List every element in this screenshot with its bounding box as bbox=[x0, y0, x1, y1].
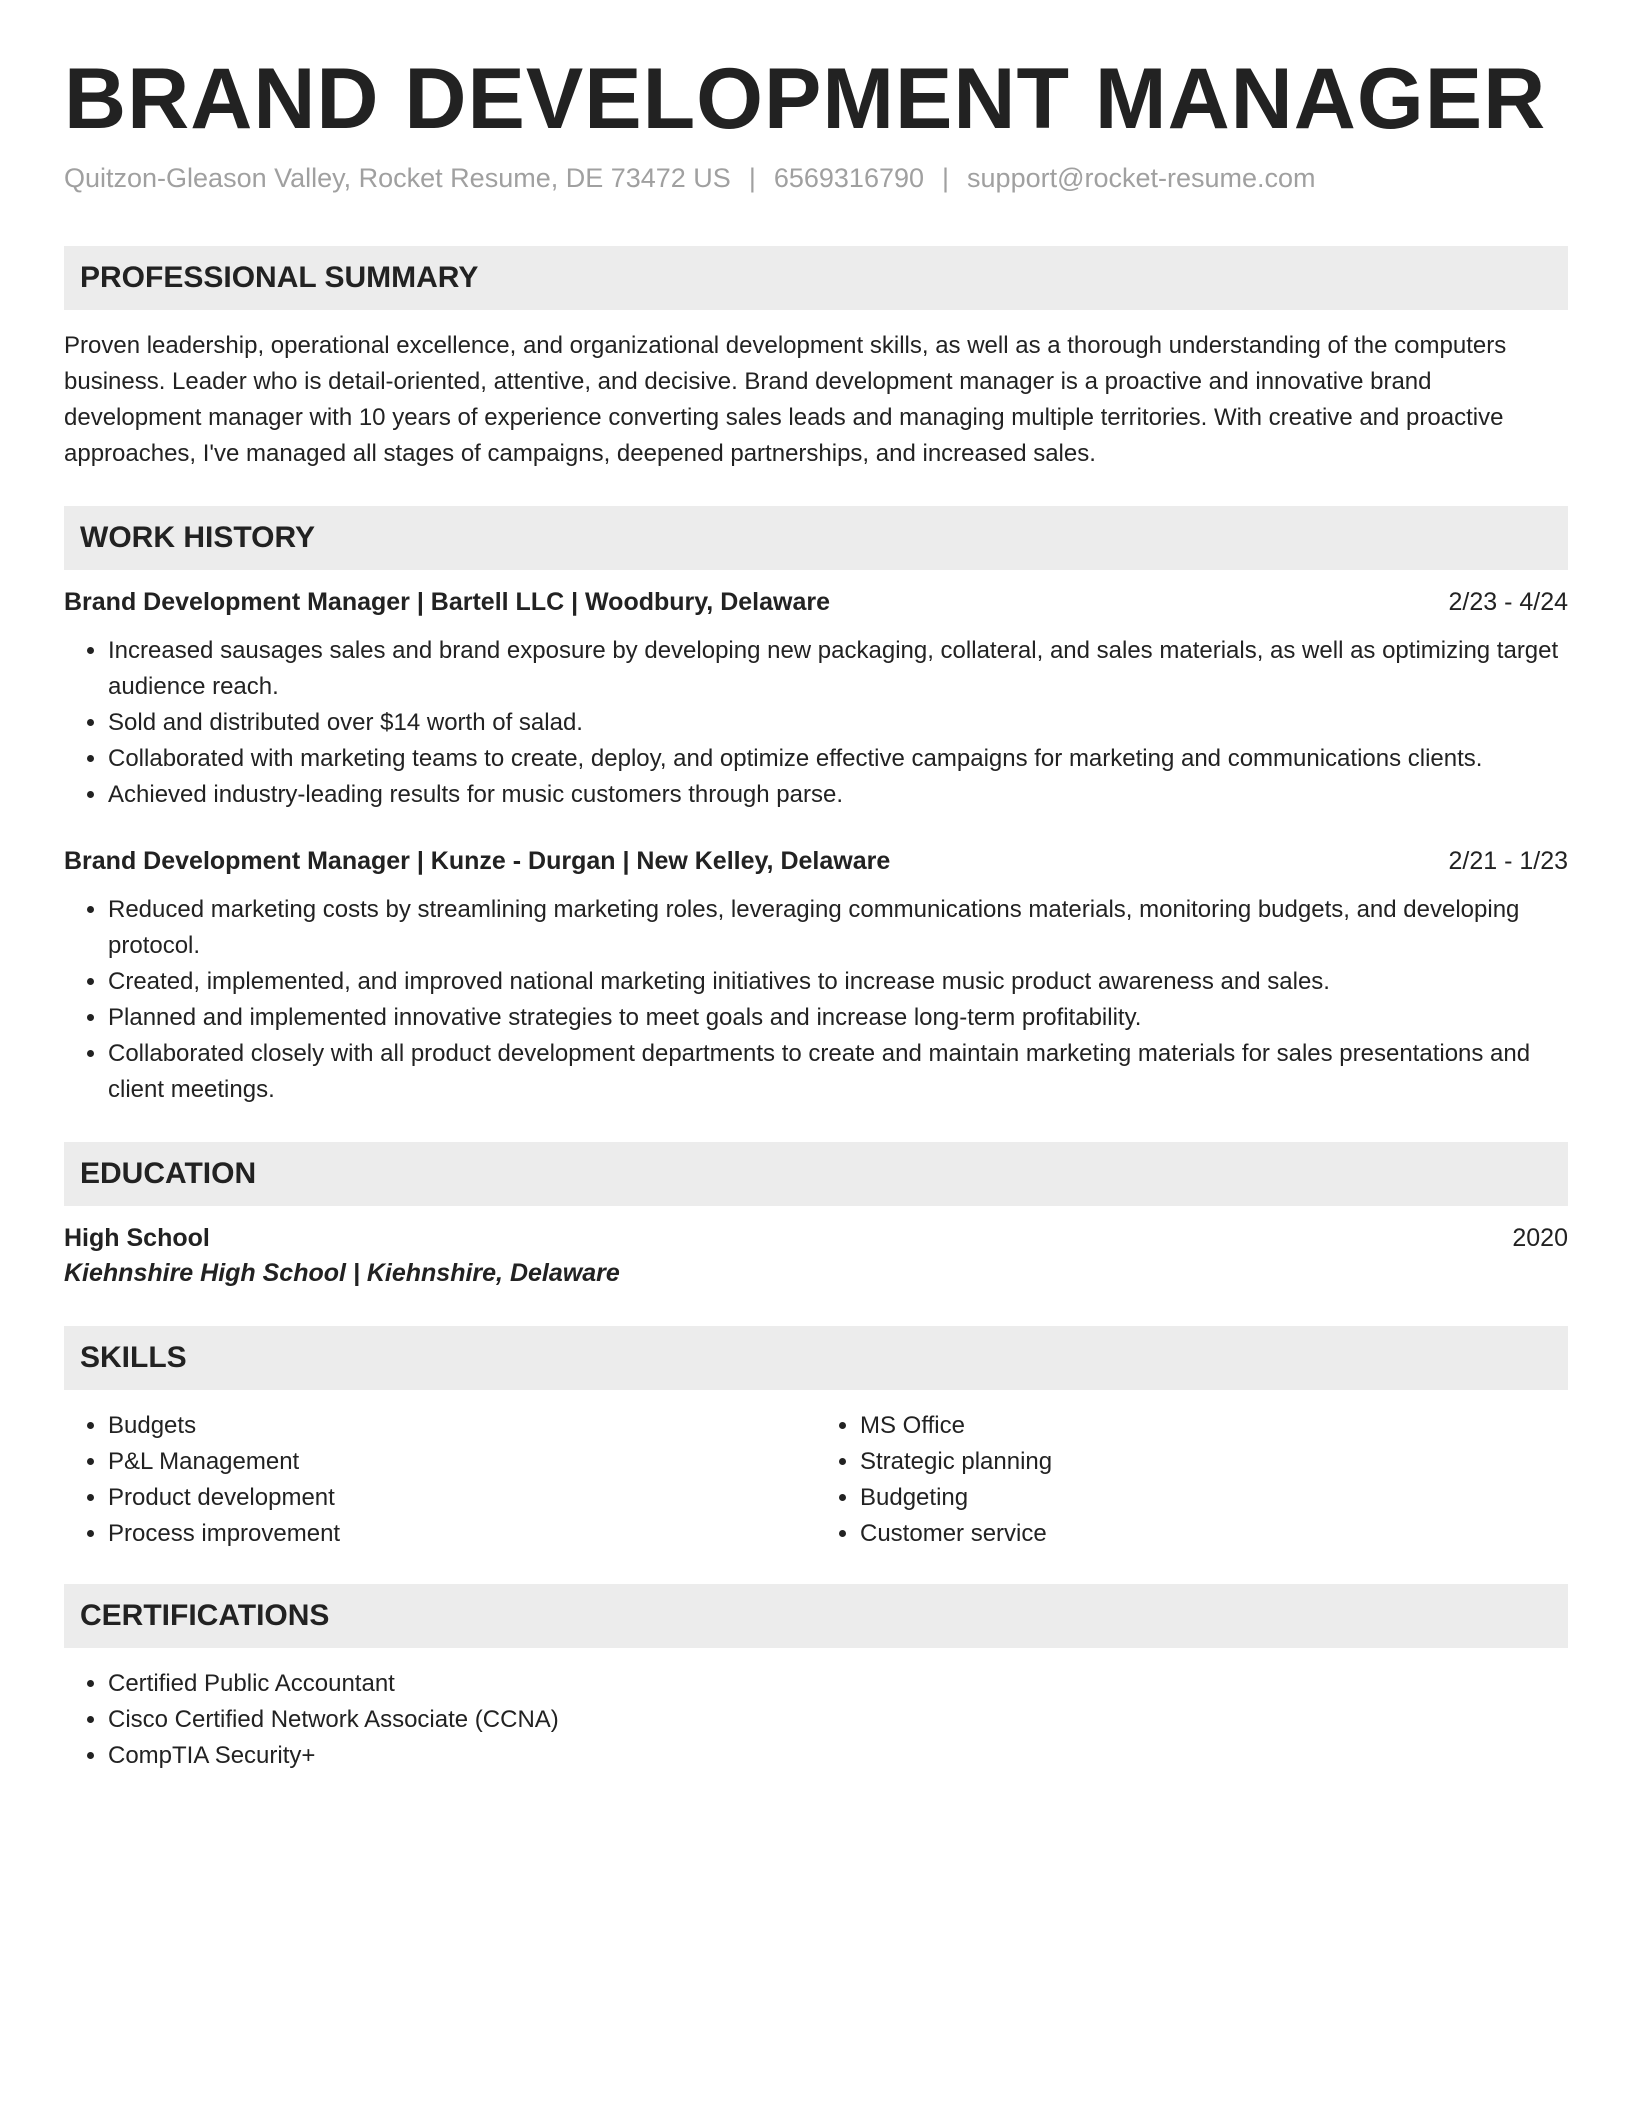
skill-item: • P&L Management bbox=[108, 1444, 816, 1480]
job-bullet: • Achieved industry-leading results for music customers through parse. bbox=[108, 777, 1568, 813]
skill-item: • Product development bbox=[108, 1480, 816, 1516]
job-bullet: • Collaborated closely with all product development departments to create and maintain marketing materials for sales presentations and client meetings. bbox=[108, 1036, 1568, 1108]
summary-heading: PROFESSIONAL SUMMARY bbox=[64, 246, 1568, 310]
job-bullet: • Created, implemented, and improved national marketing initiatives to increase music product awareness and sales. bbox=[108, 964, 1568, 1000]
job-bullets bbox=[64, 633, 1568, 813]
job-dates: 2/23 - 4/24 bbox=[1448, 587, 1568, 616]
job-bullets bbox=[64, 892, 1568, 1108]
skill-item: • Process improvement bbox=[108, 1516, 816, 1552]
job-header bbox=[64, 588, 1568, 617]
contact-email: support@rocket-resume.com bbox=[967, 162, 1316, 193]
job-dates: 2/21 - 1/23 bbox=[1448, 846, 1568, 875]
certifications-bullets bbox=[64, 1666, 1568, 1774]
contact-phone: 6569316790 bbox=[773, 162, 925, 193]
work-history-heading: WORK HISTORY bbox=[64, 506, 1568, 570]
skills-column-left bbox=[64, 1408, 816, 1552]
certification-item: • CompTIA Security+ bbox=[108, 1738, 1568, 1774]
job-bullet: • Planned and implemented innovative strategies to meet goals and increase long-term profitability. bbox=[108, 1000, 1568, 1036]
skills-list bbox=[64, 1408, 1568, 1552]
education-heading: EDUCATION bbox=[64, 1142, 1568, 1206]
skill-item: • MS Office bbox=[860, 1408, 1568, 1444]
job-bullet: • Collaborated with marketing teams to create, deploy, and optimize effective campaigns for marketing and communications clients. bbox=[108, 741, 1568, 777]
job-title: Brand Development Manager | Kunze - Durgan | New Kelley, Delaware bbox=[64, 846, 891, 875]
job-bullet: • Increased sausages sales and brand exposure by developing new packaging, collateral, and sales materials, as well as optimizing target audience reach. bbox=[108, 633, 1568, 705]
job-entry bbox=[64, 588, 1568, 813]
job-header bbox=[64, 847, 1568, 876]
certification-item: • Cisco Certified Network Associate (CCNA) bbox=[108, 1702, 1568, 1738]
certifications-list bbox=[64, 1666, 1568, 1774]
job-entry bbox=[64, 847, 1568, 1108]
contact-separator: | bbox=[942, 162, 950, 193]
certifications-heading: CERTIFICATIONS bbox=[64, 1584, 1568, 1648]
job-bullet: • Reduced marketing costs by streamlining marketing roles, leveraging communications materials, monitoring budgets, and developing protocol. bbox=[108, 892, 1568, 964]
skills-column-right bbox=[816, 1408, 1568, 1552]
candidate-name: BRAND DEVELOPMENT MANAGER bbox=[64, 51, 1547, 147]
job-title: Brand Development Manager | Bartell LLC | Woodbury, Delaware bbox=[64, 587, 830, 616]
contact-line bbox=[64, 163, 1568, 194]
skill-item: • Budgeting bbox=[860, 1480, 1568, 1516]
certification-item: • Certified Public Accountant bbox=[108, 1666, 1568, 1702]
education-degree: High School bbox=[64, 1223, 210, 1252]
education-header bbox=[64, 1224, 1568, 1253]
skill-item: • Strategic planning bbox=[860, 1444, 1568, 1480]
skills-heading: SKILLS bbox=[64, 1326, 1568, 1390]
contact-address: Quitzon-Gleason Valley, Rocket Resume, DE 73472 US bbox=[64, 162, 731, 193]
education-school: Kiehnshire High School | Kiehnshire, Delaware bbox=[64, 1258, 620, 1287]
skill-item: • Budgets bbox=[108, 1408, 816, 1444]
education-year: 2020 bbox=[1512, 1223, 1568, 1252]
summary-text: Proven leadership, operational excellence, and organizational development skills, as well as a thorough understanding of the computers business. Leader who is detail-oriented, attentive, and decisive. Brand development manager is a proactive and innovative brand development manager with 10 years of experience converting sales leads and managing multiple territories. With creative and proactive approaches, I've managed all stages of campaigns, deepened partnerships, and increased sales. bbox=[64, 331, 1507, 467]
contact-separator: | bbox=[748, 162, 756, 193]
skill-item: • Customer service bbox=[860, 1516, 1568, 1552]
job-bullet: • Sold and distributed over $14 worth of salad. bbox=[108, 705, 1568, 741]
